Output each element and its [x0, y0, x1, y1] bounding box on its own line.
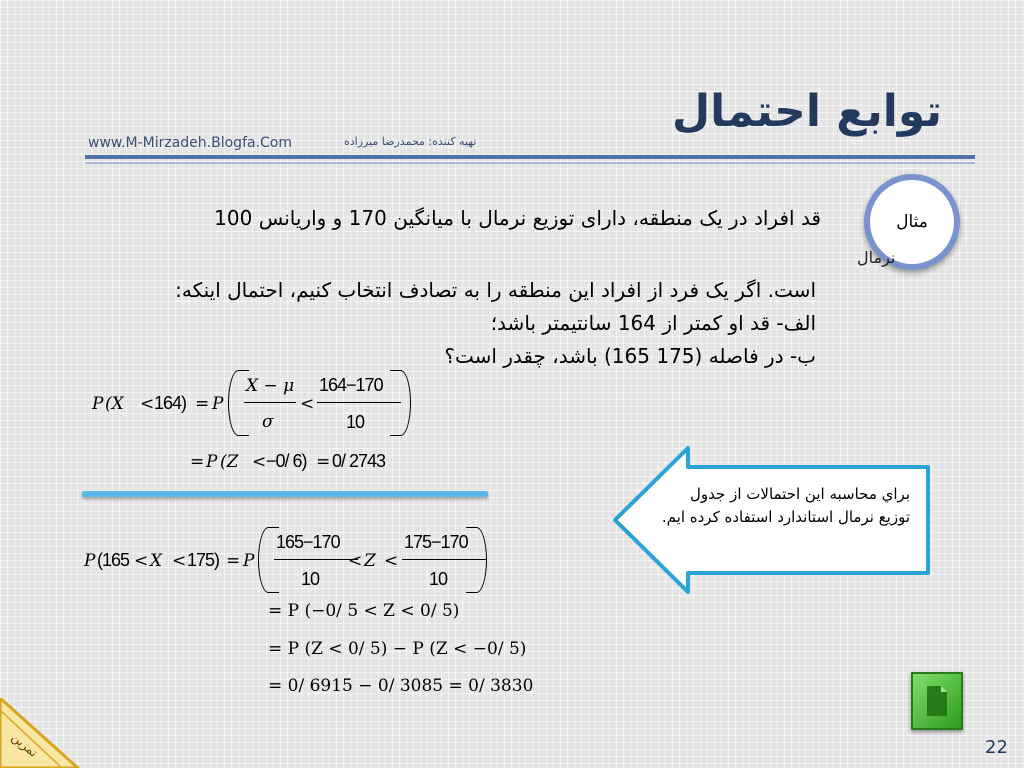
exercise-corner-ribbon[interactable]	[0, 698, 80, 768]
problem-line-3: الف- قد او کمتر از 164 سانتیمتر باشد؛	[490, 311, 816, 335]
formula-a-frac2-num: 164−170	[319, 375, 383, 395]
formula-a-frac1-num: X − μ	[246, 376, 295, 396]
formula-a2-val: −0/ 6)	[266, 451, 307, 471]
formula-b-lt2: <	[172, 551, 187, 571]
formula-part-a	[88, 370, 418, 440]
formula-a-lt2: <	[300, 394, 315, 414]
formula-part-a-line-2	[190, 450, 420, 476]
formula-b-close: 175)	[187, 550, 220, 570]
formula-a-frac1-den: σ	[262, 412, 274, 432]
formula-a2-eq: =	[190, 452, 205, 472]
formula-b-X: X	[150, 551, 163, 571]
formula-b-frac1-bar	[274, 559, 358, 560]
formula-b-step-3: = 0/ 6915 − 0/ 3085 = 0/ 3830	[268, 676, 534, 696]
formula-a-frac2-bar	[317, 402, 401, 403]
formula-b-step-2: = P (Z < 0/ 5) − P (Z < −0/ 5)	[268, 639, 527, 659]
example-badge-label: مثال	[870, 180, 954, 264]
document-icon	[913, 674, 961, 728]
formula-a2-lt: <	[252, 452, 267, 472]
formula-b-frac2-den: 10	[429, 569, 448, 589]
problem-line-2: است. اگر یک فرد از افراد این منطقه را به تصادف انتخاب کنیم، احتمال اینکه:	[175, 278, 816, 302]
formula-a-eq: =	[195, 394, 210, 414]
formula-a-164: 164)	[154, 393, 187, 413]
author-credit: تهیه کننده: محمدرضا میرزاده	[344, 135, 477, 148]
formula-a2-result: 0/ 2743	[332, 451, 386, 471]
formula-b-right-paren	[466, 527, 487, 593]
formula-b-mid-lt2: <	[384, 551, 399, 571]
formula-b-Z: Z	[364, 551, 376, 571]
formula-b-lt1: <	[134, 551, 149, 571]
problem-line-4: ب- در فاصله (175 165) باشد، چقدر است؟	[444, 344, 816, 368]
formula-part-b	[84, 527, 494, 593]
formula-a2-P: P	[206, 452, 218, 472]
exercise-corner-label[interactable]: تمرین	[8, 730, 41, 760]
title-underline	[85, 155, 975, 159]
formula-a2-eq2: =	[316, 452, 331, 472]
callout-note: براي محاسبه اين احتمالات از جدول توزیع نرمال استاندارد استفاده کرده ایم.	[661, 485, 910, 526]
formula-a-frac1-bar	[244, 402, 296, 403]
problem-line-1: قد افراد در یک منطقه، دارای توزیع نرمال با میانگین 170 و واریانس 100	[214, 206, 821, 230]
formula-a-right-paren	[390, 370, 411, 436]
formula-a2-arg: (Z	[220, 452, 239, 472]
formula-b-P2: P	[243, 551, 255, 571]
formula-a-frac2-den: 10	[346, 412, 365, 432]
badge-overflow-text: نرمال	[857, 248, 896, 267]
section-divider	[82, 491, 488, 497]
formula-a-lt: <	[140, 394, 155, 414]
next-slide-button[interactable]	[911, 672, 963, 730]
formula-a-P2: P	[212, 394, 224, 414]
formula-b-frac1-num: 165−170	[276, 532, 340, 552]
formula-b-mid-lt1: <	[348, 551, 363, 571]
formula-b-P: P	[84, 551, 96, 571]
formula-b-frac2-num: 175−170	[404, 532, 468, 552]
formula-a-P: P	[92, 394, 104, 414]
formula-b-open: (165	[97, 550, 130, 570]
website-link[interactable]: www.M-Mirzadeh.Blogfa.Com	[88, 135, 293, 151]
formula-a-arg: (X	[105, 394, 124, 414]
formula-b-eq: =	[226, 551, 241, 571]
title-underline-secondary	[85, 162, 975, 164]
page-number: 22	[985, 737, 1008, 758]
formula-b-frac1-den: 10	[301, 569, 320, 589]
formula-b-step-1: = P (−0/ 5 < Z < 0/ 5)	[268, 601, 460, 621]
slide-title: توابع احتمال	[671, 86, 942, 137]
